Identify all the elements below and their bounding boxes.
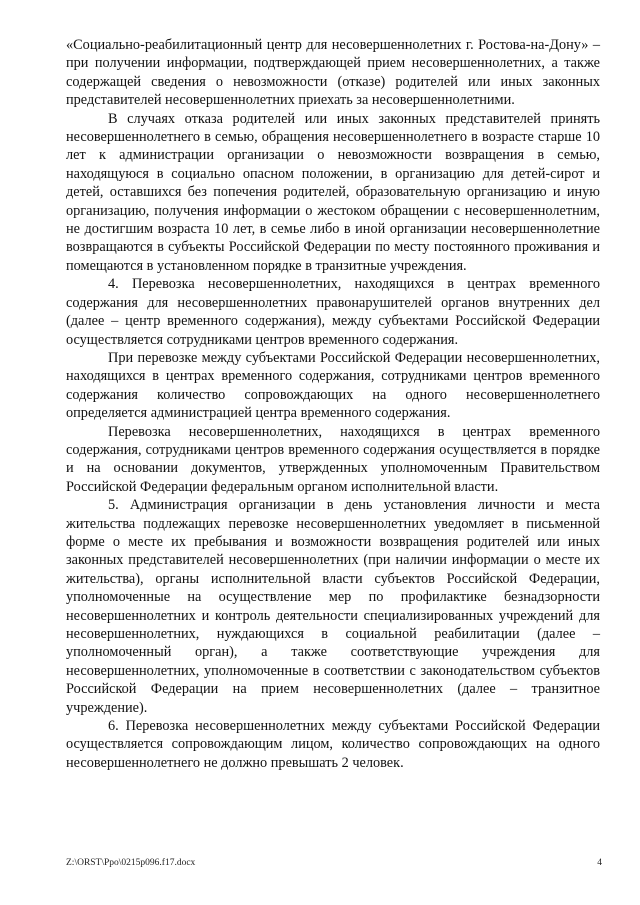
paragraph-transport-procedure: Перевозка несовершеннолетних, находящихся в центрах временного содержания, сотрудниками центров временного содержания осуществляется в порядке и на основании документов, утвержденных уполномоченным Правительством Российской Федерации федеральным органом исполнительной власти. <box>66 423 600 495</box>
paragraph-item-5: 5. Администрация организации в день установления личности и места жительства подлежащих перевозке несовершеннолетних уведомляет в письменной форме о месте их пребывания и возможности возвращения родителей или иных законных представителей несовершеннолетних (при наличии информации о месте их жительства), органы исполнительной власти субъектов Российской Федерации, уполномоченные на осуществление мер по профилактике безнадзорности несовершеннолетних и контроль деятельности специализированных учреждений для несовершеннолетних, нуждающихся в социальной реабилитации (далее – уполномоченный орган), а также соответствующие учреждения для несовершеннолетних, уполномоченные в соответствии с законодательством субъектов Российской Федерации на прием несовершеннолетних (далее – транзитное учреждение). <box>66 497 600 716</box>
page-number: 4 <box>597 858 602 868</box>
paragraph-item-4: 4. Перевозка несовершеннолетних, находящихся в центрах временного содержания для несовершеннолетних правонарушителей органов внутренних дел (далее – центр временного содержания), между субъектами Российской Федерации осуществляется сотрудниками центров временного содержания. <box>66 276 600 348</box>
paragraph-escort-count: При перевозке между субъектами Российской Федерации несовершеннолетних, находящихся в центрах временного содержания, сотрудниками центров временного содержания количество сопровождающих на одного несовершеннолетнего определяется администрацией центра временного содержания. <box>66 349 600 422</box>
file-path: Z:\ORST\Ppo\0215p096.f17.docx <box>66 858 196 868</box>
document-body <box>66 36 600 772</box>
paragraph-refusal-cases: В случаях отказа родителей или иных законных представителей принять несовершеннолетнего в семью, обращения несовершеннолетнего в возрасте старше 10 лет к администрации организации о невозможности возвращения в семью, находящуюся в социально опасном положении, в организацию для детей-сирот и детей, оставшихся без попечения родителей, образовательную организацию и иную организацию, получения информации о жестоком обращении с несовершеннолетним, не достигшим возраста 10 лет, в семье либо в иной организации несовершеннолетние возвращаются в субъекты Российской Федерации по месту постоянного проживания и помещаются в установленном порядке в транзитные учреждения. <box>66 110 600 274</box>
paragraph-item-6: 6. Перевозка несовершеннолетних между субъектами Российской Федерации осуществляется сопровождающим лицом, количество сопровождающих на одного несовершеннолетнего не должно превышать 2 человек. <box>66 718 600 771</box>
paragraph-continuation: «Социально-реабилитационный центр для несовершеннолетних г. Ростова-на-Дону» – при получении информации, подтверждающей прием несовершеннолетних, а также содержащей сведения о невозможности (отказе) родителей или иных законных представителей несовершеннолетних приехать за несовершеннолетними. <box>66 37 600 109</box>
